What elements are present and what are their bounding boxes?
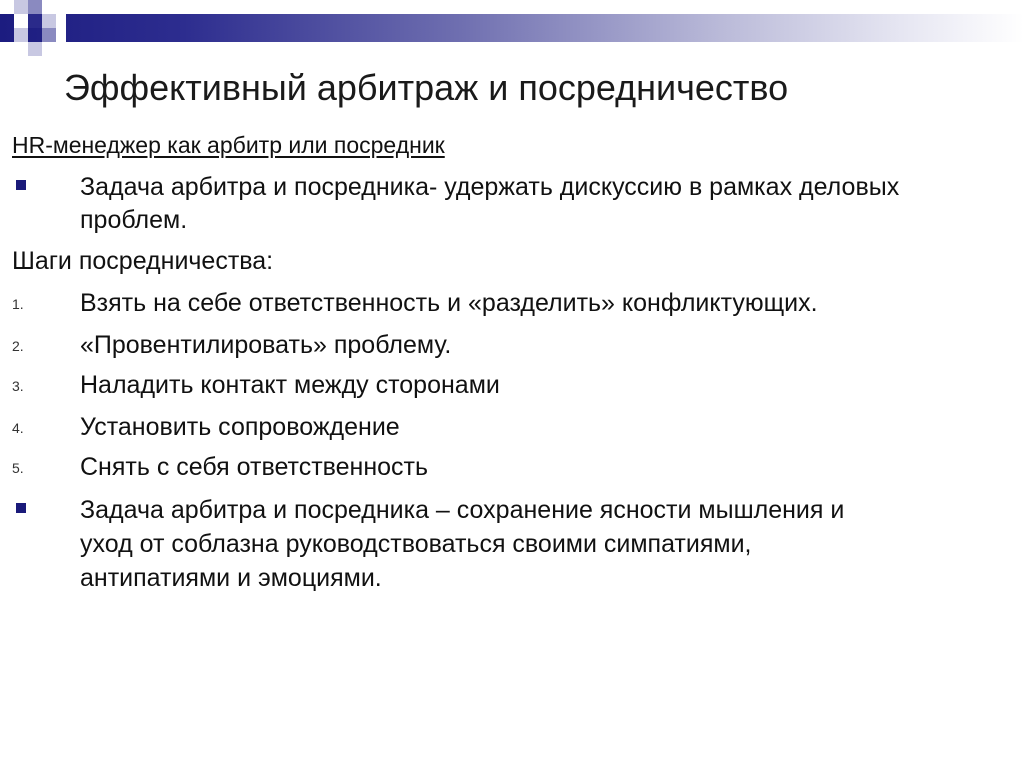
decor-square: [14, 0, 28, 14]
bullet-text-line: проблем.: [80, 206, 188, 234]
steps-heading: Шаги посредничества:: [12, 247, 274, 275]
decor-square: [42, 28, 56, 42]
square-bullet-icon: [16, 180, 26, 190]
bullet-text-line: Задача арбитра и посредника- удержать дискуссию в рамках деловых: [80, 173, 900, 201]
step-text: Снять с себя ответственность: [80, 453, 429, 481]
step-number: 4.: [12, 420, 24, 436]
header-gradient-band: [0, 14, 1024, 42]
step-number: 5.: [12, 460, 24, 476]
step-text: «Провентилировать» проблему.: [80, 331, 452, 359]
decor-square: [28, 0, 42, 14]
step-number: 3.: [12, 378, 24, 394]
step-number: 1.: [12, 296, 24, 312]
decor-square: [28, 14, 42, 28]
decor-square: [42, 14, 56, 28]
section-heading: HR-менеджер как арбитр или посредник: [12, 132, 445, 158]
bullet-text-line: уход от соблазна руководствоваться своими симпатиями,: [80, 530, 752, 558]
slide-title: Эффективный арбитраж и посредничество: [64, 67, 789, 108]
bullet-text-line: антипатиями и эмоциями.: [80, 564, 382, 592]
decor-square: [14, 14, 28, 28]
step-text: Установить сопровождение: [80, 413, 400, 441]
step-number: 2.: [12, 338, 24, 354]
decor-square: [56, 14, 66, 42]
bullet-text-line: Задача арбитра и посредника – сохранение ясности мышления и: [80, 496, 845, 524]
step-text: Взять на себе ответственность и «разделить» конфликтующих.: [80, 289, 818, 317]
step-text: Наладить контакт между сторонами: [80, 371, 500, 399]
decor-square: [0, 0, 14, 14]
square-bullet-icon: [16, 503, 26, 513]
decor-square: [14, 28, 28, 42]
decor-square: [28, 42, 42, 56]
